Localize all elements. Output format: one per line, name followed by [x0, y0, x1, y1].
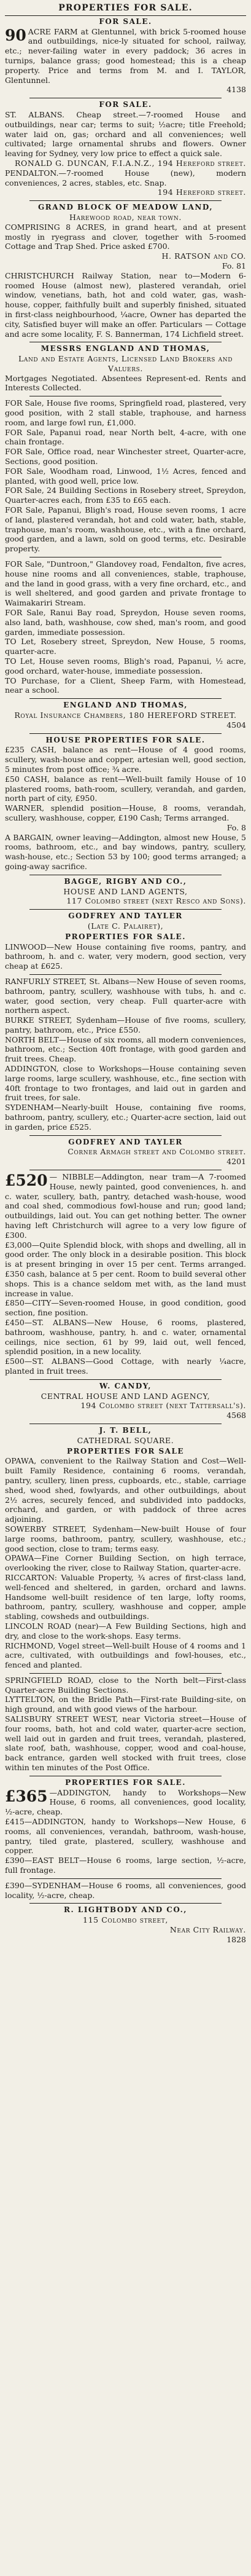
ad-block	[5, 1817, 246, 1856]
ad-divider	[29, 1379, 222, 1380]
ad-block	[5, 1103, 246, 1132]
ad-body-text: PENDALTON.—7-roomed House (new), modern conveniences, 2 acres, stables, etc. Snap.	[5, 168, 246, 187]
ad-body-text: OPAWA—Fine Corner Building Section, on high terrace, overlooking the river, close to Railway Station, quarter-acre.	[5, 1553, 246, 1573]
ad-block	[5, 676, 246, 696]
ad-body-text: WARNER, splendid position—House, 8 rooms, verandah, scullery, washhouse, copper, £190 Cash; Terms arranged.	[5, 803, 246, 822]
ad-reference-number: 1828	[226, 1934, 246, 1944]
ad-heading: FOR SALE.	[99, 17, 152, 26]
ad-block	[5, 200, 246, 271]
ad-heading: GODFREY AND TAYLER	[68, 1137, 183, 1146]
ad-block	[5, 1553, 246, 1573]
ad-body-text: ST. ALBANS. Cheap street.—7-roomed House and outbuildings, near car; terms to suit; ½acre; title Freehold; water laid on, gas; orchard and all conveniences; well cultivated; large ornamental shrubs and flowers. Owner leaving for Sydney, very low price to effect a quick sale.	[5, 109, 246, 159]
ad-heading: GRAND BLOCK OF MEADOW LAND,	[37, 203, 214, 212]
ad-body-text: RICHMOND, Vogel street—Well-built House of 4 rooms and 1 acre, cultivated, with outbuildings and fowl-houses, etc., fenced and planted.	[5, 1641, 246, 1670]
ad-block	[5, 774, 246, 803]
ad-body-text: £50 CASH, balance as rent—Well-built family House of 10 plastered rooms, bath-room, scullery, verandah, and garden, north part of city, £950.	[5, 774, 246, 803]
ad-body-text: LINCOLN ROAD (near)—A Few Building Sections, high and dry, and close to the work-shops. Easy terms.	[5, 1621, 246, 1641]
ad-divider	[29, 974, 222, 975]
ad-signature: Near City Railway.	[169, 1925, 246, 1935]
ad-block	[5, 803, 246, 832]
ad-divider	[29, 1903, 222, 1904]
ad-block	[5, 1695, 246, 1714]
ad-body-text: FOR Sale, Office road, near Winchester street, Quarter-acre, Sections, good position.	[5, 447, 246, 467]
classified-ads	[5, 17, 246, 1945]
ad-body-text: Mortgages Negotiated. Absentees Represent-ed. Rents and Interests Collected.	[5, 373, 246, 393]
ad-body-text: £850—CITY—Seven-roomed House, in good condition, good section, fine position.	[5, 1298, 246, 1318]
ad-body-text: RANFURLY STREET, St. Albans—New House of seven rooms, bathroom, pantry, scullery, washhouse with tubs, h. and c. water, good section, very cheap. Full quarter-acre with northern aspect.	[5, 976, 246, 1015]
ad-body-text: SOWERBY STREET, Sydenham—New-built House of four large rooms, bathroom, pantry, scullery, washhouse, etc.; good section, close to tram; terms easy.	[5, 1524, 246, 1553]
ad-block	[5, 1298, 246, 1318]
ad-block	[5, 1714, 246, 1773]
ad-body-text: £235 CASH, balance as rent—House of 4 good rooms, scullery, wash-house and copper, artesian well, good section, 5 minutes from post office; ¾ acre.	[5, 745, 246, 774]
ad-divider	[29, 200, 222, 201]
ad-block	[5, 698, 246, 730]
ad-block	[5, 1641, 246, 1670]
ad-heading: ENGLAND AND THOMAS,	[63, 701, 188, 710]
ad-reference-number: 4138	[226, 85, 246, 95]
ad-body-text: SYDENHAM—Nearly-built House, containing five rooms, bathroom, pantry, scullery, etc.; Quarter-acre section, laid out in garden, price £525.	[5, 1103, 246, 1132]
ad-reference-number: 4504	[226, 720, 246, 730]
ad-body-text: TO Let, House seven rooms, Bligh's road, Papanui, ½ acre, good orchard, water-house, immediate possession.	[5, 656, 246, 676]
ad-block	[5, 271, 246, 339]
ad-block	[5, 396, 246, 427]
ad-heading: W. CANDY,	[99, 1381, 152, 1390]
ad-lead-figure: £520	[5, 1172, 48, 1190]
ad-body-text: £390—EAST BELT—House 6 rooms, large section, ½-acre, full frontage.	[5, 1856, 246, 1875]
ad-block	[5, 1573, 246, 1621]
ad-block	[5, 656, 246, 676]
ad-heading: HOUSE PROPERTIES FOR SALE.	[45, 735, 206, 744]
ad-body-text: FOR Sale, House five rooms, Springfield road, plastered, very good position, with 2 stall stable, traphouse, and harness room, and large fowl run, £1,000.	[5, 398, 246, 427]
ad-body-text: RICCARTON: Valuable Property, ¾ acres of first-class land, well-fenced and sheltered, in garden, orchard and lawns. Handsome well-built residence of ten large, lofty rooms, bathroom, pantry, scullery, washhouse and copper, ample stabling, cowsheds and outbuildings.	[5, 1572, 246, 1621]
ad-body-text: ADDINGTON, close to Workshops—House containing seven large rooms, large scullery, washhouse, etc., fine section with 40ft frontage to two frontages, and laid out in garden and fruit trees, for sale.	[5, 1064, 246, 1103]
ad-block	[5, 1424, 246, 1524]
ad-block	[5, 486, 246, 505]
ad-heading: BAGGE, RIGBY AND CO.,	[64, 876, 187, 886]
ad-reference-number: Fo. 81	[222, 261, 246, 270]
ad-block	[5, 833, 246, 872]
ad-body-text: A BARGAIN, owner leaving—Addington, almost new House, 5 rooms, bathroom, etc., and bay windows, pantry, scullery, wash-house, etc.; Section 53 by 100; good terms arranged; a going-away sacrifice.	[5, 832, 246, 871]
ad-lead-figure: 90	[5, 26, 26, 44]
ad-heading: PROPERTIES FOR SALE.	[65, 1778, 186, 1787]
ad-block	[5, 1318, 246, 1357]
ad-body-text: £390—SYDENHAM—House 6 rooms, all conveniences, good locality, ½-acre, cheap.	[5, 1880, 246, 1900]
ad-body-text: FOR Sale, Woodham road, Linwood, 1½ Acres, fenced and planted, with good well, price low.	[5, 466, 246, 486]
ad-block	[5, 974, 246, 1015]
ad-block	[5, 17, 246, 95]
ad-block	[5, 1621, 246, 1641]
ad-block	[5, 637, 246, 656]
ad-block	[5, 98, 246, 168]
ad-block	[5, 1856, 246, 1875]
ad-block	[5, 467, 246, 486]
ad-subheading: HOUSE AND LAND AGENTS,	[63, 886, 188, 896]
ad-block	[5, 1240, 246, 1299]
ad-signature: 117 Colombo street (next Resco and Sons).	[66, 896, 246, 906]
ad-heading: J. T. BELL,	[99, 1425, 152, 1435]
ad-reference-number: 4568	[226, 1411, 246, 1420]
ad-body-text: £450—ST. ALBANS—New House, 6 rooms, plastered, bathroom, washhouse, pantry, h. and c. water, ornamental ceilings, nice section, 61 by 99, laid out, well fenced, splendid position, in a new locality.	[5, 1318, 246, 1357]
ad-block	[5, 733, 246, 774]
ad-reference-number: Fo. 8	[226, 822, 246, 832]
ad-block	[5, 1379, 246, 1420]
ad-block	[5, 608, 246, 637]
ad-body-text: TO Purchase, for a Client, Sheep Farm, with Homestead, near a school.	[5, 676, 246, 695]
ad-body-text: TO Let, Rosebery street, Spreydon, New House, 5 rooms, quarter-acre.	[5, 637, 246, 656]
ad-block	[5, 505, 246, 554]
ad-block	[5, 447, 246, 467]
ad-heading: GODFREY AND TAYLER	[68, 912, 183, 921]
ad-body-text: SALISBURY STREET WEST, near Victoria street—House of four rooms, bath, hot and cold water, quarter-acre section, well laid out in garden and fruit trees, verandah, plastered, slate roof, bath, washhouse, copper, wood and coal-house, back entrance, garden well stocked with fruit trees, close within ten minutes of the Post Office.	[5, 1714, 246, 1773]
ad-heading: MESSRS ENGLAND AND THOMAS,	[41, 344, 210, 353]
ad-block	[5, 168, 246, 197]
ad-block	[5, 1673, 246, 1695]
ad-subheading: CATHEDRAL SQUARE.	[77, 1435, 174, 1445]
ad-body-text: FOR Sale, "Duntroon," Glandovey road, Fendalton, five acres, house nine rooms and all conveniences, stable, traphouse, and the land in good grass, with a very fine orchard, etc., and is well sheltered, and good garden and private frontage to Waimakariri Stream.	[5, 559, 246, 608]
ad-subheading-2: PROPERTIES FOR SALE	[66, 1446, 185, 1455]
ad-signature: H. RATSON and CO.	[161, 251, 246, 261]
ad-divider	[29, 1135, 222, 1136]
ad-block	[5, 1015, 246, 1035]
ad-block	[5, 1903, 246, 1944]
ad-divider	[29, 1673, 222, 1674]
ad-subheading: Land and Estate Agents, Licensed Land Brokers and Valuers.	[18, 354, 233, 373]
ad-body-text: FOR Sale, Papanui, Bligh's road, House seven rooms, 1 acre of land, plastered verandah, hot and cold water, bath, stable, traphouse, man's room, washhouse, etc., with a fine orchard, good garden, and a lawn, sold on good terms, etc. Desirable property.	[5, 505, 246, 554]
ad-body-text: FOR Sale, Ranui Bay road, Spreydon, House seven rooms, also land, bath, washhouse, cow shed, man's room, and good garden, immediate possession.	[5, 608, 246, 637]
ad-block	[5, 1357, 246, 1376]
ad-subheading: Harewood road, near town.	[69, 212, 182, 222]
ad-subheading-2: PROPERTIES FOR SALE.	[65, 932, 186, 941]
ad-reference-number: 4201	[226, 1157, 246, 1167]
ad-subheading: 115 Colombo street,	[83, 1915, 168, 1925]
ad-block	[5, 557, 246, 608]
ad-subheading: CENTRAL HOUSE AND LAND AGENCY,	[41, 1391, 210, 1401]
ad-body-text: £3,000—Quite Splendid block, with shops and dwelling, all in good order. The only block in a desirable position. This block is at present bringing in over 15 per cent. Terms arranged. £350 cash, balance at 5 per cent. Room to build several other shops. This is a chance seldom met with, as the land must increase in value.	[5, 1240, 246, 1298]
ad-block	[5, 1135, 246, 1167]
ad-subheading: (Late C. Palairet),	[87, 921, 164, 931]
ad-block	[5, 1524, 246, 1553]
ad-subheading: Royal Insurance Chambers, 180 HEREFORD STREET.	[14, 710, 237, 720]
ad-body-text: LYTTELTON, on the Bridle Path—First-rate Building-site, on high ground, and with good views of the harbour.	[5, 1695, 246, 1714]
ad-body-text: — NIBBLE—Addington, near tram—A 7-roomed House, newly painted, good conveniences, h. and c. water, scullery, bath, pantry, detached wash-house, wood and coal shed, commodious fowl-house and run; good land; outbuildings, laid out. You can get nothing better. The owner having left Christchurch will agree to a very low figure of £300.	[5, 1172, 246, 1240]
ad-signature: RONALD G. DUNCAN, F.I.A.N.Z., 194 Hereford street.	[15, 158, 246, 168]
ad-body-text: COMPRISING 8 ACRES, in grand heart, and at present mostly in ryegrass and clover, together with 5-roomed Cottage and Trap Shed. Price asked £700.	[5, 222, 246, 251]
ad-body-text: —ADDINGTON, handy to Workshops—New House, 6 rooms, all conveniences, good locality, ½-acre, cheap.	[5, 1787, 246, 1817]
column-title: PROPERTIES FOR SALE.	[5, 2, 246, 16]
ad-heading: R. LIGHTBODY AND CO.,	[64, 1905, 187, 1915]
ad-body-text: FOR Sale, Papanui road, near North belt, 4-acre, with one chain frontage.	[5, 427, 246, 447]
ad-lead-figure: £365	[5, 1787, 48, 1805]
ad-block	[5, 1035, 246, 1064]
ad-signature: Corner Armagh street and Colombo street.	[68, 1147, 246, 1157]
ad-body-text: CHRISTCHURCH Railway Station, near to—Modern 6-roomed House (almost new), plastered verandah, oriel window, venetians, bath, hot and cold water, gas, wash-house, copper, faithfully built and superbly finished, situated in first-class neighbourhood, ¼acre, Owner has departed the city, Satisfied buyer will make an offer. Particulars — Cottage and acre some locality, F. S. Bannerman, 174 Lichfield street.	[5, 270, 246, 339]
ad-block	[5, 875, 246, 906]
ad-block	[5, 342, 246, 393]
ad-body-text: LINWOOD—New House containing five rooms, pantry, and bathroom, h. and c. water, very modern, good section, very cheap at £625.	[5, 942, 246, 971]
ad-body-text: SPRINGFIELD ROAD, close to the North belt—First-class Quarter-acre Building Sections.	[5, 1675, 246, 1695]
ad-body-text: BURKE STREET, Sydenham—House of five rooms, scullery, pantry, bathroom, etc., Price £550.	[5, 1015, 246, 1034]
ad-divider	[29, 698, 222, 699]
ad-block	[5, 909, 246, 971]
ad-block	[5, 1064, 246, 1103]
ad-signature: 194 Hereford street.	[157, 187, 246, 197]
ad-body-text: FOR Sale, 24 Building Sections in Rosebery street, Spreydon, Quarter-acres each, from £35 to £65 each.	[5, 486, 246, 505]
ad-divider	[29, 733, 222, 734]
ad-body-text: OPAWA, convenient to the Railway Station and Cost—Well-built Family Residence, containing 6 rooms, verandah, pantry, scullery, linen press, cupboards, etc., stable, carriage shed, wood shed, fowlyards, and other outbuildings, about 2½ acres, securely fenced, and subdivided into paddocks, orchard, and garden, or with paddock of three acres adjoining.	[5, 1456, 246, 1524]
ad-block	[5, 1170, 246, 1240]
ad-block	[5, 1878, 246, 1900]
ad-divider	[29, 909, 222, 910]
ad-body-text: NORTH BELT—House of six rooms, all modern conveniences, bathroom, etc.; Section 40ft frontage, with good garden and fruit trees. Cheap.	[5, 1034, 246, 1064]
ad-block	[5, 1776, 246, 1817]
ad-block	[5, 428, 246, 447]
ad-signature: 194 Colombo street (next Tattersall's).	[80, 1401, 246, 1411]
ad-divider	[29, 1878, 222, 1879]
ad-body-text: £500—ST. ALBANS—Good Cottage, with nearly ¼acre, planted in fruit trees.	[5, 1357, 246, 1376]
ad-body-text: £415—ADDINGTON, handy to Workshops—New House, 6 rooms, all conveniences, verandah, bathroom, wash-house, pantry, tiled grate, plastered, scullery, washhouse and copper.	[5, 1817, 246, 1856]
ad-body-text: ACRE FARM at Glentunnel, with brick 5-roomed house and outbuildings, nice-ly situated for school, railway, etc.; never-failing water in every paddock; 36 acres in turnips, balance grass; good homestead; this is a cheap property. Price and terms from M. and I. TAYLOR, Glentunnel.	[5, 26, 246, 85]
ad-heading: FOR SALE.	[99, 100, 152, 109]
